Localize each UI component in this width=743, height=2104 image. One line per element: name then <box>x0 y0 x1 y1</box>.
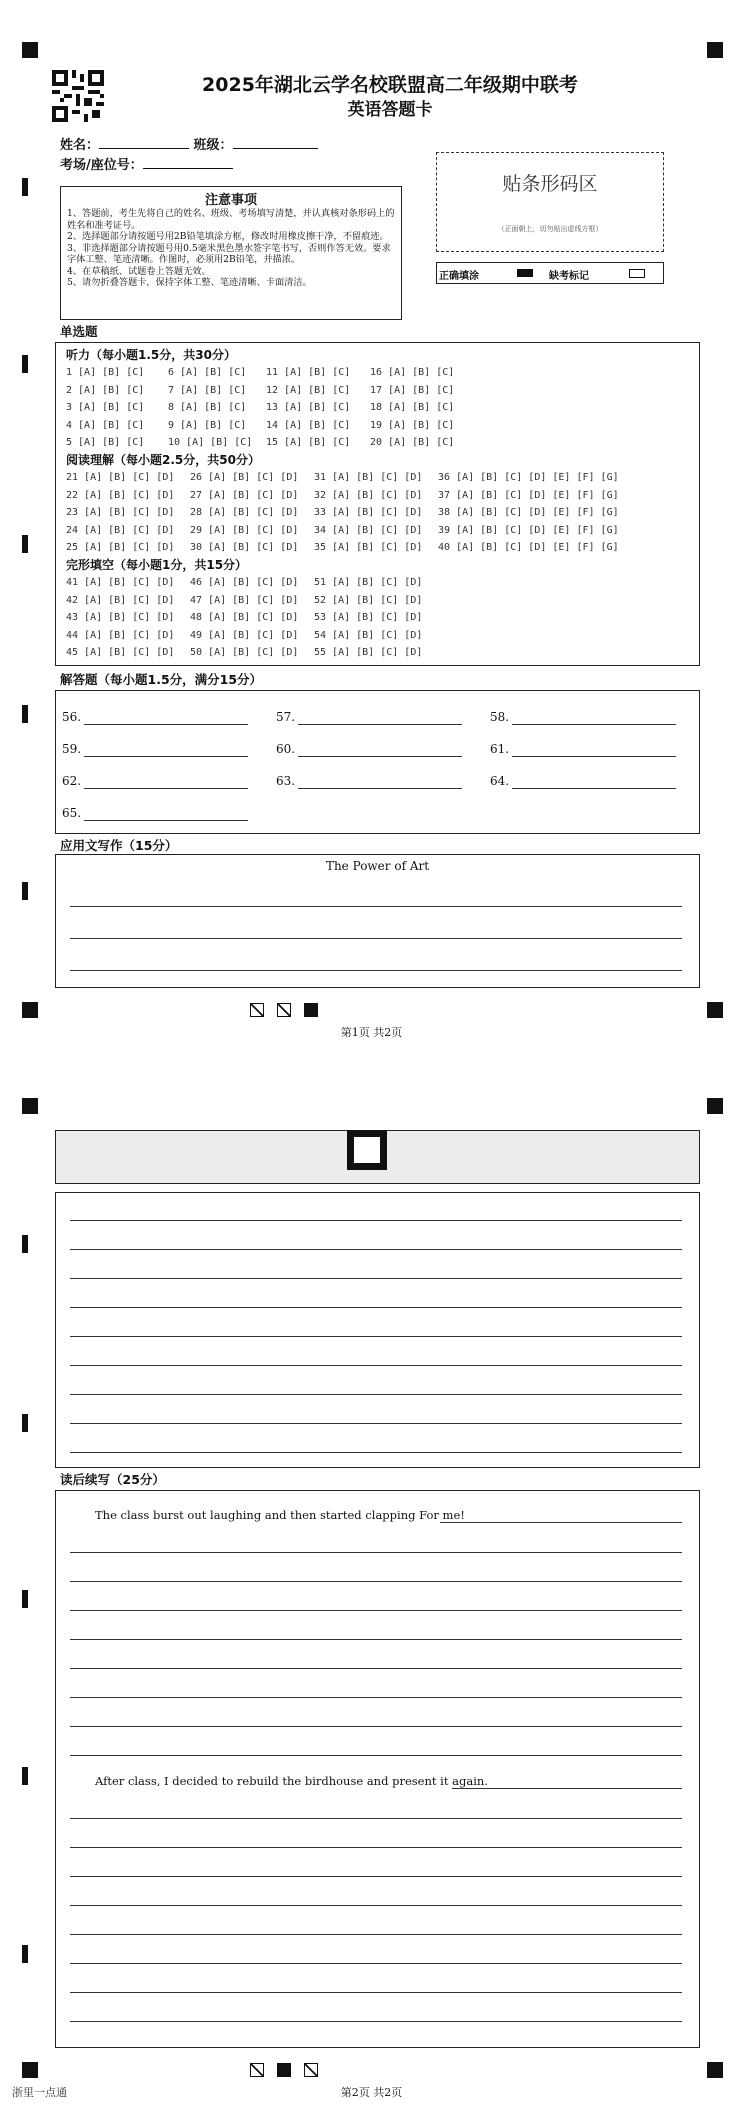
writing-line[interactable] <box>70 1668 682 1669</box>
question-number: 62. <box>62 774 82 788</box>
mc-question[interactable]: 19 [A] [B] [C] <box>370 419 455 431</box>
short-answer-box <box>55 690 700 834</box>
short-answer-title: 解答题（每小题1.5分，满分15分） <box>60 672 263 687</box>
mc-question[interactable]: 52 [A] [B] [C] [D] <box>314 594 423 606</box>
mc-row <box>66 399 695 417</box>
writing-line[interactable] <box>70 970 682 971</box>
writing-line[interactable] <box>70 1697 682 1698</box>
corner-mark-tr <box>707 42 723 58</box>
mc-question[interactable]: 37 [A] [B] [C] [D] [E] [F] [G] <box>438 489 619 501</box>
mc-question[interactable]: 2 [A] [B] [C] <box>66 384 145 396</box>
mc-question[interactable]: 33 [A] [B] [C] [D] <box>314 507 423 519</box>
notes-item: 3、非选择题部分请按题号用0.5毫米黑色墨水签字笔书写，否则作答无效。要求字体工整、笔迹清晰。作图时，必须用2B铅笔，并描浓。 <box>67 242 391 265</box>
mc-question[interactable]: 30 [A] [B] [C] [D] <box>190 542 299 554</box>
barcode-note: （正面朝上，切勿贴出虚线方框） <box>497 225 603 233</box>
mc-question[interactable]: 18 [A] [B] [C] <box>370 402 455 414</box>
mc-row <box>66 487 695 505</box>
writing-line[interactable] <box>70 1336 682 1337</box>
question-number: 65. <box>62 806 82 820</box>
page-code-mark <box>250 1003 264 1017</box>
question-number: 61. <box>490 742 510 756</box>
writing-box <box>55 854 700 988</box>
writing-line[interactable] <box>70 2021 682 2022</box>
mc-question[interactable]: 54 [A] [B] [C] [D] <box>314 629 423 641</box>
writing-line[interactable] <box>70 1394 682 1395</box>
mc-question[interactable]: 38 [A] [B] [C] [D] [E] [F] [G] <box>438 507 619 519</box>
mc-question[interactable]: 47 [A] [B] [C] [D] <box>190 594 299 606</box>
corner-mark-br <box>707 1002 723 1018</box>
mc-question[interactable]: 22 [A] [B] [C] [D] <box>66 489 175 501</box>
mc-question[interactable]: 15 [A] [B] [C] <box>266 437 351 449</box>
exam-title: 2025年湖北云学名校联盟高二年级期中联考 <box>202 74 578 96</box>
mc-question[interactable]: 46 [A] [B] [C] [D] <box>190 576 299 588</box>
corner-mark-tr <box>707 1098 723 1114</box>
continuation-title: 读后续写（25分） <box>60 1472 165 1487</box>
timing-mark <box>22 1945 28 1963</box>
page-code-mark <box>277 2063 291 2077</box>
writing-line[interactable] <box>70 1726 682 1727</box>
seat-field[interactable] <box>143 156 233 169</box>
exam-subtitle: 英语答题卡 <box>347 100 433 120</box>
mc-question[interactable]: 53 [A] [B] [C] [D] <box>314 612 423 624</box>
mc-question[interactable]: 10 [A] [B] [C] <box>168 437 253 449</box>
class-label: 班级： <box>193 138 233 153</box>
corner-mark-bl <box>22 2062 38 2078</box>
mc-question[interactable]: 50 [A] [B] [C] [D] <box>190 647 299 659</box>
writing-line[interactable] <box>70 1610 682 1611</box>
mc-question[interactable]: 17 [A] [B] [C] <box>370 384 455 396</box>
name-label: 姓名： <box>60 138 100 153</box>
mc-question[interactable]: 21 [A] [B] [C] [D] <box>66 471 175 483</box>
writing-line[interactable] <box>452 1788 682 1789</box>
writing-line[interactable] <box>70 1934 682 1935</box>
barcode-area <box>436 152 664 252</box>
question-number: 64. <box>490 774 510 788</box>
timing-mark <box>22 882 28 900</box>
notes-title: 注意事项 <box>204 193 257 208</box>
writing-line[interactable] <box>70 1249 682 1250</box>
writing-line[interactable] <box>70 1847 682 1848</box>
timing-mark <box>22 1235 28 1253</box>
mc-question[interactable]: 1 [A] [B] [C] <box>66 367 145 378</box>
mc-question[interactable]: 41 [A] [B] [C] [D] <box>66 576 175 588</box>
answer-line[interactable] <box>298 788 462 789</box>
page-code-mark <box>304 2063 318 2077</box>
mc-row <box>66 417 695 435</box>
absent-mark-checkbox[interactable] <box>629 269 645 278</box>
mc-question[interactable]: 23 [A] [B] [C] [D] <box>66 507 175 519</box>
mc-question[interactable]: 34 [A] [B] [C] [D] <box>314 524 423 536</box>
mc-question[interactable]: 45 [A] [B] [C] [D] <box>66 647 175 659</box>
corner-mark-tl <box>22 42 38 58</box>
mc-question[interactable]: 13 [A] [B] [C] <box>266 402 351 414</box>
mc-row <box>66 469 695 487</box>
mc-row <box>66 364 695 382</box>
timing-mark <box>22 1590 28 1608</box>
mc-question[interactable]: 27 [A] [B] [C] [D] <box>190 489 299 501</box>
writing-line[interactable] <box>70 906 682 907</box>
reading-title: 阅读理解（每小题2.5分，共50分） <box>66 452 260 467</box>
writing-line[interactable] <box>70 1307 682 1308</box>
writing-box-continued <box>55 1192 700 1468</box>
watermark-text: 浙里一点通 <box>12 2086 67 2099</box>
mc-question[interactable]: 44 [A] [B] [C] [D] <box>66 629 175 641</box>
listening-rows <box>66 364 695 452</box>
timing-mark <box>22 355 28 373</box>
name-field[interactable] <box>99 136 189 149</box>
mc-content <box>66 347 695 662</box>
corner-mark-tl <box>22 1098 38 1114</box>
cloze-title: 完形填空（每小题1分，共15分） <box>66 557 248 572</box>
mc-question[interactable]: 39 [A] [B] [C] [D] [E] [F] [G] <box>438 524 619 536</box>
correct-fill-sample <box>517 269 533 277</box>
fill-legend <box>436 262 664 284</box>
answer-line[interactable] <box>84 756 248 757</box>
page-number: 第2页 共2页 <box>340 2086 403 2099</box>
page-number: 第1页 共2页 <box>340 1026 403 1039</box>
writing-line[interactable] <box>70 1423 682 1424</box>
multiple-choice-box <box>55 342 700 666</box>
writing-line[interactable] <box>70 1278 682 1279</box>
timing-mark <box>22 1767 28 1785</box>
answer-line[interactable] <box>512 788 676 789</box>
writing-line[interactable] <box>70 938 682 939</box>
question-number: 60. <box>276 742 296 756</box>
continuation-box <box>55 1490 700 2048</box>
writing-line[interactable] <box>70 1818 682 1819</box>
writing-line[interactable] <box>70 1552 682 1553</box>
barcode-title: 贴条形码区 <box>502 173 598 195</box>
corner-mark-bl <box>22 1002 38 1018</box>
mc-question[interactable]: 20 [A] [B] [C] <box>370 437 455 449</box>
answer-line[interactable] <box>512 724 676 725</box>
writing-line[interactable] <box>70 1365 682 1366</box>
mc-question[interactable]: 7 [A] [B] [C] <box>168 384 247 396</box>
mc-question[interactable]: 11 [A] [B] [C] <box>266 367 351 378</box>
corner-mark-br <box>707 2062 723 2078</box>
mc-question[interactable]: 29 [A] [B] [C] [D] <box>190 524 299 536</box>
name-field-row <box>60 134 318 153</box>
mc-question[interactable]: 28 [A] [B] [C] [D] <box>190 507 299 519</box>
mc-row <box>66 644 695 662</box>
mc-row <box>66 627 695 645</box>
class-field[interactable] <box>233 136 318 149</box>
answer-line[interactable] <box>298 724 462 725</box>
mc-question[interactable]: 24 [A] [B] [C] [D] <box>66 524 175 536</box>
mc-question[interactable]: 26 [A] [B] [C] [D] <box>190 471 299 483</box>
writing-line[interactable] <box>70 1876 682 1877</box>
prompt-1-text: The class burst out laughing and then started clapping For me! <box>95 1508 465 1522</box>
mc-row <box>66 592 695 610</box>
mc-question[interactable]: 48 [A] [B] [C] [D] <box>190 612 299 624</box>
mc-row <box>66 574 695 592</box>
mc-question[interactable]: 3 [A] [B] [C] <box>66 402 145 414</box>
mc-question[interactable]: 43 [A] [B] [C] [D] <box>66 612 175 624</box>
mc-row <box>66 504 695 522</box>
mc-question[interactable]: 14 [A] [B] [C] <box>266 419 351 431</box>
question-number: 56. <box>62 710 82 724</box>
continuation-prompt-2 <box>95 1774 488 1788</box>
mc-question[interactable]: 49 [A] [B] [C] [D] <box>190 629 299 641</box>
cloze-rows <box>66 574 695 662</box>
mc-question[interactable]: 16 [A] [B] [C] <box>370 367 455 378</box>
timing-mark <box>22 178 28 196</box>
absent-mark-label: 缺考标记 <box>549 271 589 282</box>
timing-mark <box>22 535 28 553</box>
writing-line[interactable] <box>70 1639 682 1640</box>
mc-row <box>66 434 695 452</box>
seat-field-row <box>60 154 233 173</box>
page-code-mark <box>304 1003 318 1017</box>
mc-question[interactable]: 8 [A] [B] [C] <box>168 402 247 414</box>
question-number: 63. <box>276 774 296 788</box>
mc-question[interactable]: 9 [A] [B] [C] <box>168 419 247 431</box>
mc-question[interactable]: 4 [A] [B] [C] <box>66 419 145 431</box>
mc-question[interactable]: 12 [A] [B] [C] <box>266 384 351 396</box>
notes-item: 5、请勿折叠答题卡，保持字体工整、笔迹清晰、卡面清洁。 <box>67 277 312 288</box>
mc-question[interactable]: 5 [A] [B] [C] <box>66 437 145 449</box>
mc-row <box>66 539 695 557</box>
seat-label: 考场/座位号： <box>60 158 143 173</box>
writing-line[interactable] <box>70 1963 682 1964</box>
page2-locator-mark <box>347 1130 387 1170</box>
mc-question[interactable]: 42 [A] [B] [C] [D] <box>66 594 175 606</box>
page-code-mark <box>277 1003 291 1017</box>
mc-row <box>66 522 695 540</box>
mc-question[interactable]: 51 [A] [B] [C] [D] <box>314 576 423 588</box>
question-number: 57. <box>276 710 296 724</box>
answer-line[interactable] <box>84 724 248 725</box>
mc-row <box>66 609 695 627</box>
answer-line[interactable] <box>512 756 676 757</box>
writing-line[interactable] <box>70 1992 682 1993</box>
prompt-2-text: After class, I decided to rebuild the birdhouse and present it again. <box>95 1774 488 1788</box>
mc-question[interactable]: 31 [A] [B] [C] [D] <box>314 471 423 483</box>
question-number: 59. <box>62 742 82 756</box>
mc-question[interactable]: 32 [A] [B] [C] [D] <box>314 489 423 501</box>
single-choice-title: 单选题 <box>60 324 98 339</box>
page-code-mark <box>250 2063 264 2077</box>
writing-topic: The Power of Art <box>325 859 430 873</box>
timing-mark <box>22 705 28 723</box>
notes-box <box>60 186 402 320</box>
writing-line[interactable] <box>70 1452 682 1453</box>
writing-line[interactable] <box>70 1581 682 1582</box>
mc-question[interactable]: 36 [A] [B] [C] [D] [E] [F] [G] <box>438 471 619 483</box>
reading-rows <box>66 469 695 557</box>
mc-question[interactable]: 25 [A] [B] [C] [D] <box>66 542 175 554</box>
answer-line[interactable] <box>84 820 248 821</box>
notes-item: 4、在草稿纸、试题卷上答题无效。 <box>67 265 211 277</box>
answer-line[interactable] <box>298 756 462 757</box>
mc-question[interactable]: 55 [A] [B] [C] [D] <box>314 647 423 659</box>
correct-fill-label: 正确填涂 <box>439 271 479 282</box>
question-number: 58. <box>490 710 510 724</box>
mc-question[interactable]: 6 [A] [B] [C] <box>168 367 247 378</box>
writing-line[interactable] <box>440 1522 682 1523</box>
notes-item: 2、选择题部分请按题号用2B铅笔填涂方框，修改时用橡皮擦干净，不留痕迹。 <box>67 231 389 242</box>
answer-line[interactable] <box>84 788 248 789</box>
writing-line[interactable] <box>70 1905 682 1906</box>
notes-item: 1、答题前，考生先将自己的姓名、班级、考场填写清楚，并认真核对条形码上的姓名和准考证号。 <box>67 208 395 231</box>
continuation-prompt-1 <box>95 1508 465 1522</box>
mc-row <box>66 382 695 400</box>
mc-question[interactable]: 35 [A] [B] [C] [D] <box>314 542 423 554</box>
listening-title: 听力（每小题1.5分，共30分） <box>66 348 236 362</box>
qr-code <box>52 70 104 122</box>
writing-line[interactable] <box>70 1755 682 1756</box>
timing-mark <box>22 1414 28 1432</box>
writing-line[interactable] <box>70 1220 682 1221</box>
mc-question[interactable]: 40 [A] [B] [C] [D] [E] [F] [G] <box>438 542 619 554</box>
writing-title: 应用文写作（15分） <box>60 838 178 853</box>
